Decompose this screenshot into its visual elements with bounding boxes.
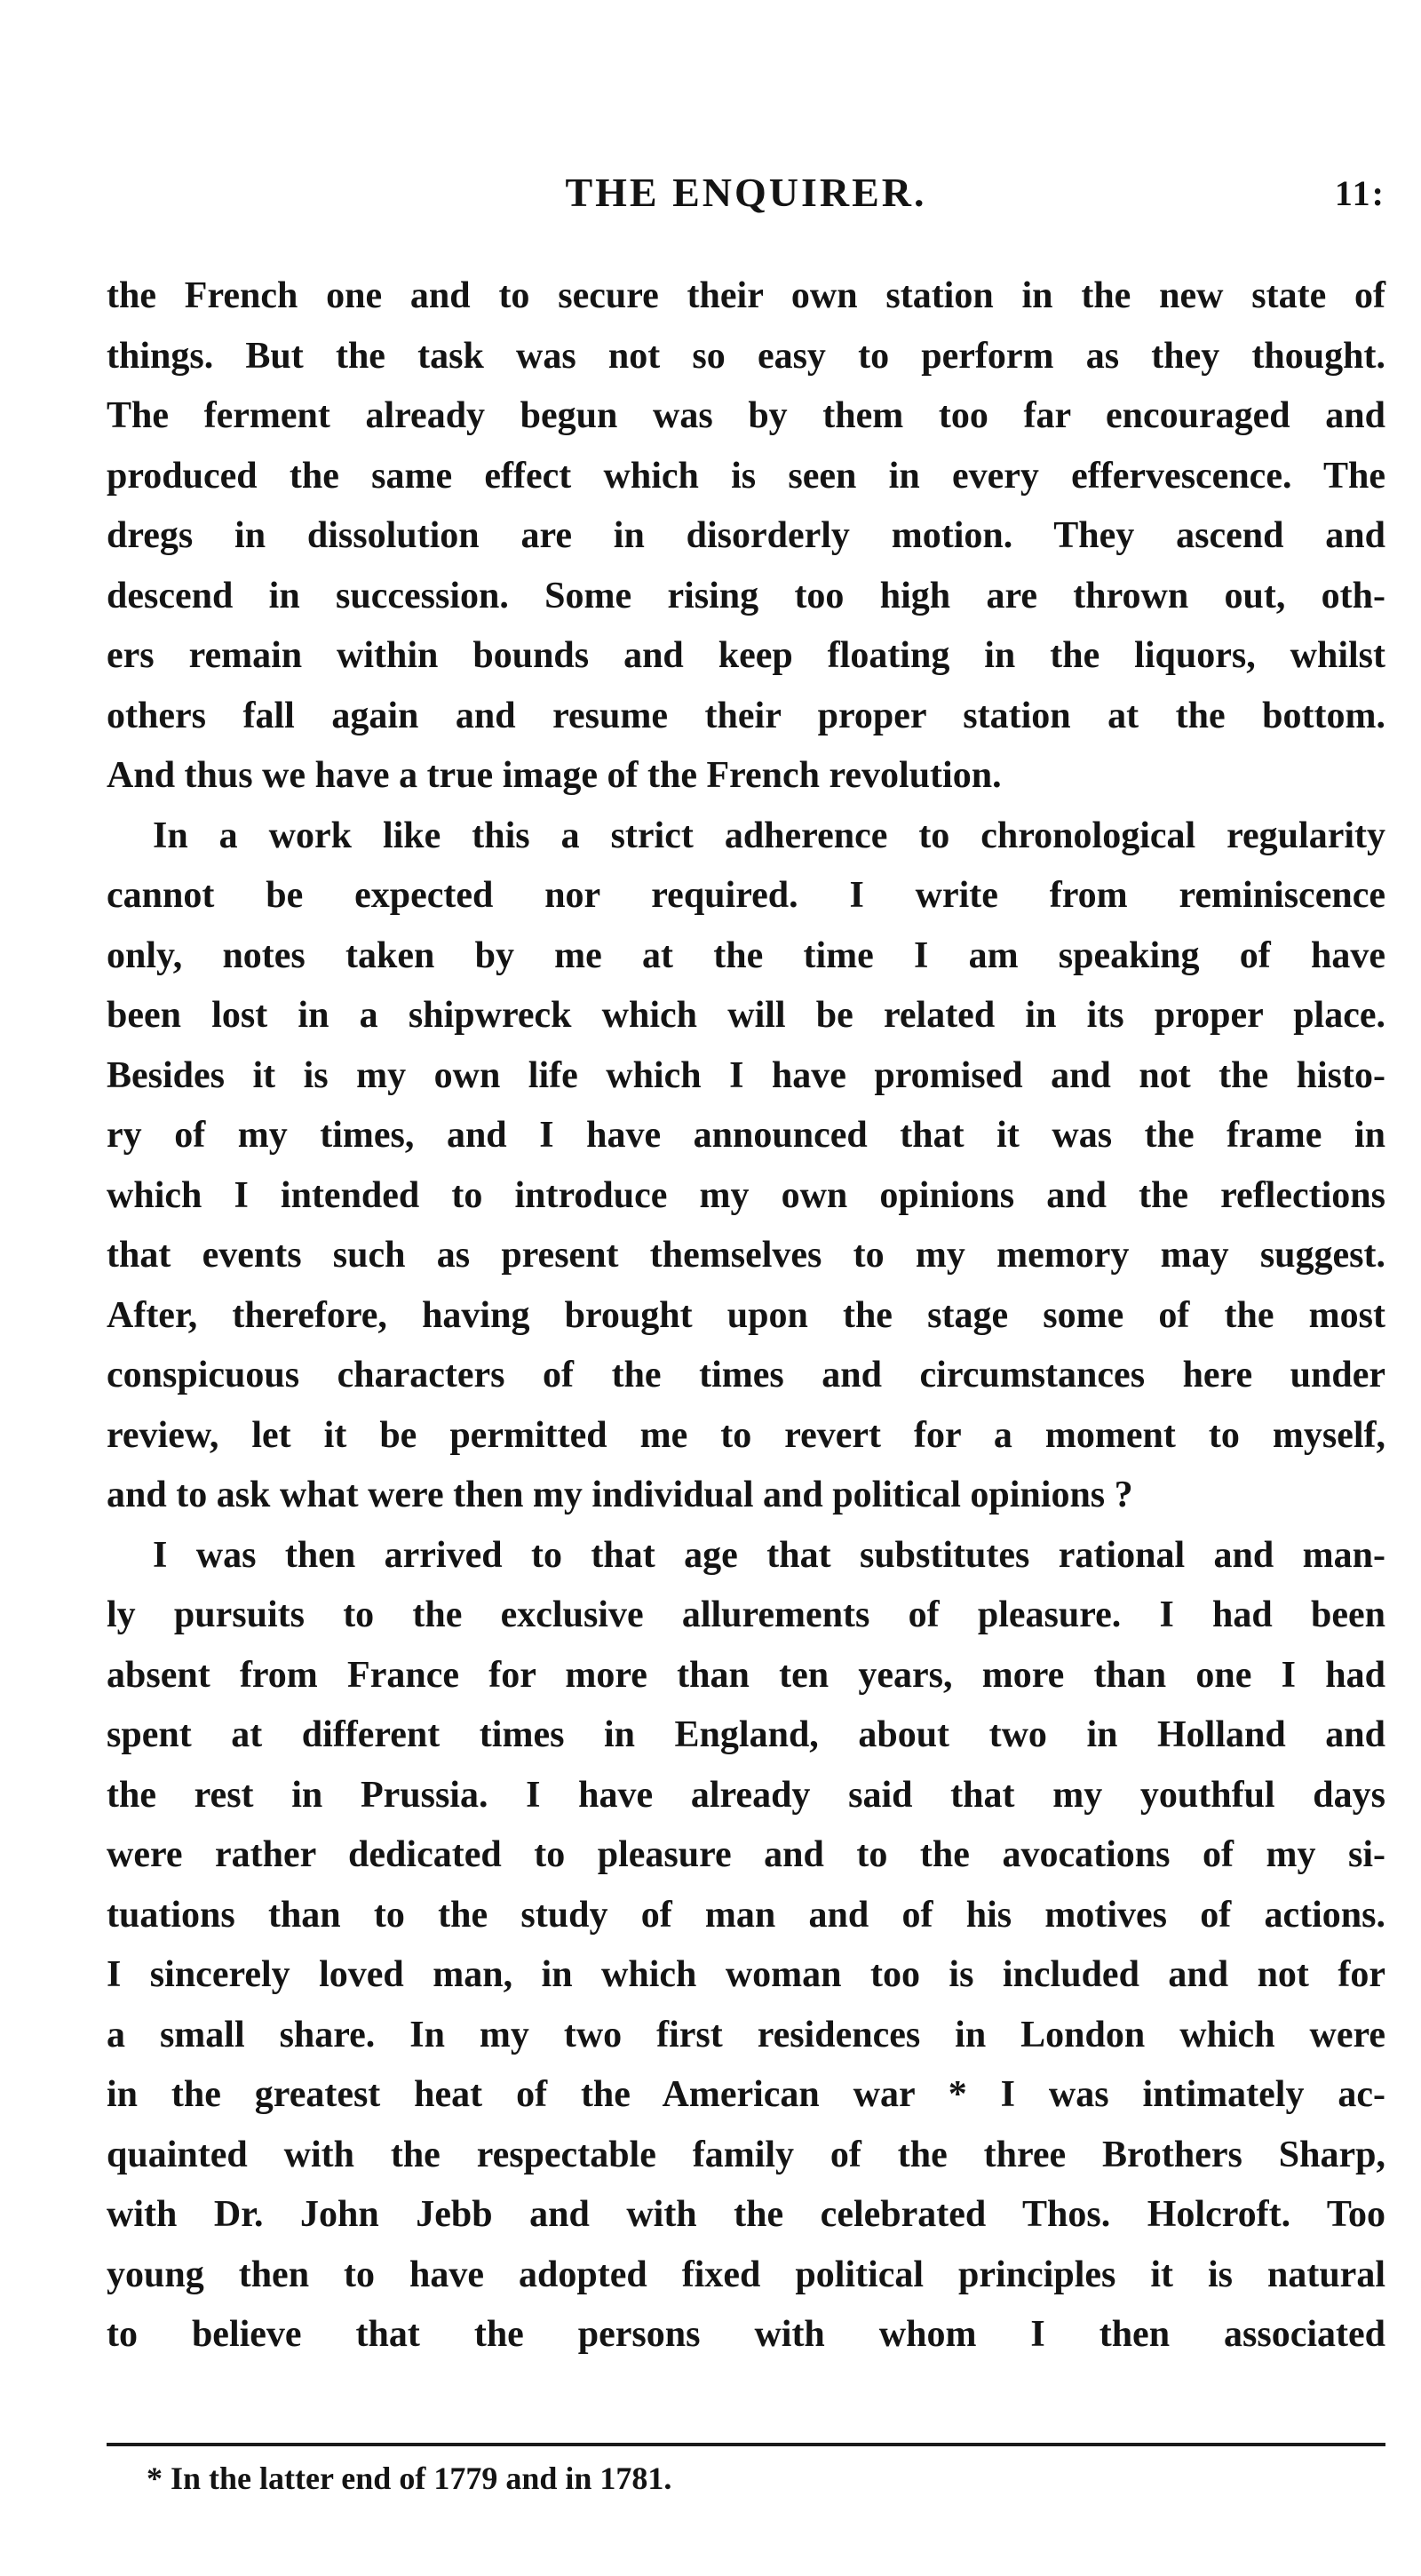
text-line: spent at different times in England, about two in Holland and — [107, 1714, 1385, 1755]
text-line: the French one and to secure their own station in the new state of — [107, 275, 1385, 316]
text-line: produced the same effect which is seen in every effervescence. The — [107, 455, 1385, 497]
text-line: Besides it is my own life which I have promised and not the histo- — [107, 1054, 1385, 1096]
text-line: I was then arrived to that age that substitutes rational and man- — [153, 1534, 1385, 1576]
text-line: that events such as present themselves to my memory may suggest. — [107, 1235, 1385, 1276]
text-line: The ferment already begun was by them too far encouraged and — [107, 395, 1385, 436]
footnote: * In the latter end of 1779 and in 1781. — [147, 2461, 672, 2496]
text-line: and to ask what were then my individual and political opinions ? — [107, 1475, 1133, 1515]
text-line: I sincerely loved man, in which woman too is included and not for — [107, 1954, 1385, 1995]
paragraph-2 — [107, 807, 1385, 1526]
text-line: ers remain within bounds and keep floating in the liquors, whilst — [107, 635, 1385, 676]
paragraph-1 — [107, 266, 1385, 807]
text-line: which I intended to introduce my own opinions and the reflections — [107, 1174, 1385, 1216]
text-line: in the greatest heat of the American war * I was intimately ac- — [107, 2074, 1385, 2115]
text-line: quainted with the respectable family of the three Brothers Sharp, — [107, 2134, 1385, 2175]
text-line: tuations than to the study of man and of his motives of actions. — [107, 1894, 1385, 1936]
text-line: been lost in a shipwreck which will be related in its proper place. — [107, 995, 1385, 1036]
running-head — [107, 169, 1385, 231]
text-line: After, therefore, having brought upon the stage some of the most — [107, 1294, 1385, 1336]
text-line: ry of my times, and I have announced that it was the frame in — [107, 1115, 1385, 1156]
text-line: And thus we have a true image of the French revolution. — [107, 755, 1002, 796]
text-line: In a work like this a strict adherence to chronological regularity — [153, 815, 1385, 856]
text-line: absent from France for more than ten years, more than one I had — [107, 1654, 1385, 1696]
text-line: ly pursuits to the exclusive allurements of pleasure. I had been — [107, 1594, 1385, 1635]
text-line: review, let it be permitted me to revert for a moment to myself, — [107, 1414, 1385, 1456]
footnote-divider — [107, 2443, 1385, 2446]
text-line: only, notes taken by me at the time I am speaking of have — [107, 934, 1385, 976]
text-line: with Dr. John Jebb and with the celebrated Thos. Holcroft. Too — [107, 2194, 1385, 2235]
text-line: conspicuous characters of the times and circumstances here under — [107, 1355, 1385, 1395]
paragraph-3 — [107, 1526, 1385, 2365]
text-line: others fall again and resume their proper station at the bottom. — [107, 695, 1385, 736]
text-line: young then to have adopted fixed political principles it is natural — [107, 2254, 1385, 2295]
text-line: things. But the task was not so easy to perform as they thought. — [107, 335, 1385, 377]
text-line: a small share. In my two first residences in London which were — [107, 2014, 1385, 2055]
text-line: cannot be expected nor required. I write from reminiscence — [107, 875, 1385, 916]
text-line: the rest in Prussia. I have already said that my youthful days — [107, 1774, 1385, 1816]
body-text — [107, 266, 1385, 2365]
text-line: dregs in dissolution are in disorderly motion. They ascend and — [107, 515, 1385, 556]
text-line: descend in succession. Some rising too high are thrown out, oth- — [107, 575, 1385, 616]
page-number: 11: — [1334, 173, 1385, 213]
text-line: to believe that the persons with whom I then associated — [107, 2314, 1385, 2355]
text-line: were rather dedicated to pleasure and to the avocations of my si- — [107, 1834, 1385, 1875]
page-title: THE ENQUIRER. — [565, 170, 927, 215]
